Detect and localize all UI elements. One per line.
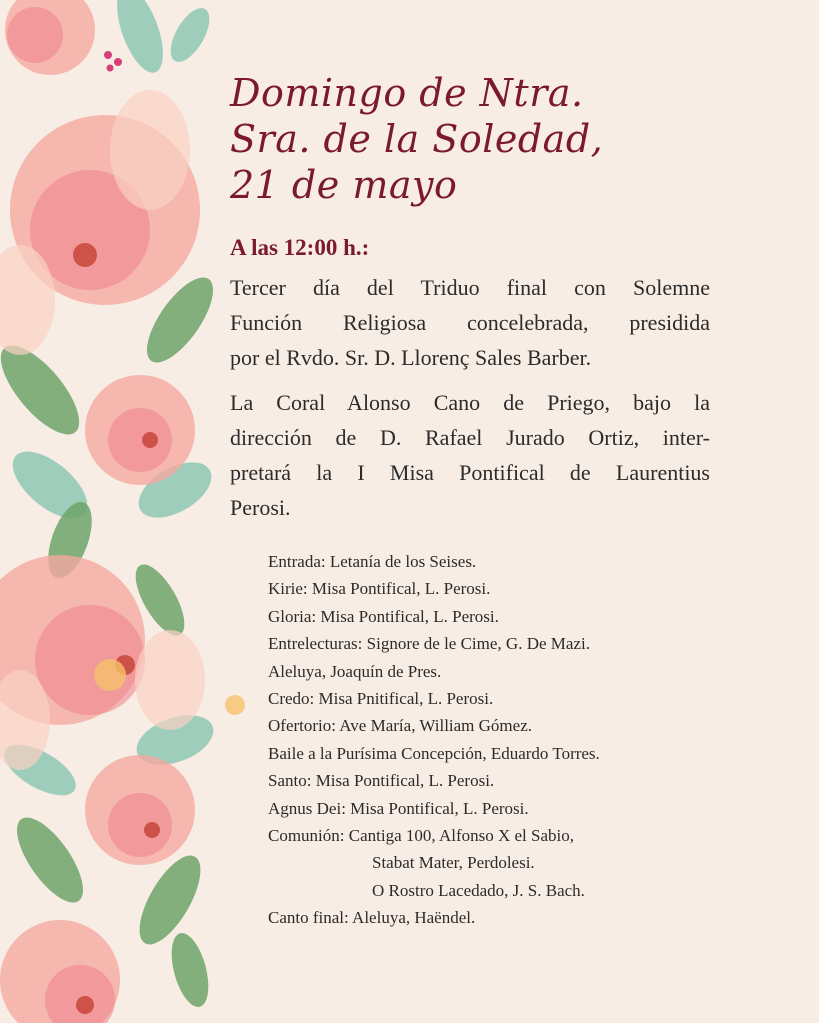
program-item-continuation: O Rostro Lacedado, J. S. Bach.: [372, 880, 585, 900]
paragraph-line: Tercer día del Triduo final con Solemne: [230, 275, 710, 300]
program-item: Agnus Dei: Misa Pontifical, L. Perosi.: [268, 798, 529, 818]
program-item: Baile a la Purísima Concepción, Eduardo Torres.: [268, 743, 600, 763]
program-item: Ofertorio: Ave María, William Gómez.: [268, 716, 532, 736]
program-item-continuation: Stabat Mater, Perdolesi.: [372, 853, 535, 873]
paragraph-line: por el Rvdo. Sr. D. Llorenç Sales Barber.: [230, 345, 592, 370]
music-program-list: [268, 548, 600, 932]
program-item: Entrada: Letanía de los Seises.: [268, 552, 477, 571]
program-item: Comunión: Cantiga 100, Alfonso X el Sabio,: [268, 826, 574, 846]
program-item: Santo: Misa Pontifical, L. Perosi.: [268, 771, 495, 791]
floral-border-illustration: [0, 0, 250, 1023]
program-item: Aleluya, Joaquín de Pres.: [268, 661, 442, 681]
event-title-line: 21 de mayo: [230, 163, 458, 207]
paragraph-line: Perosi.: [230, 495, 291, 520]
program-item: Canto final: Aleluya, Haëndel.: [268, 908, 476, 928]
program-item: Kirie: Misa Pontifical, L. Perosi.: [268, 579, 491, 599]
event-title-line: Domingo de Ntra.: [230, 71, 584, 115]
choir-description: [230, 385, 710, 525]
program-item: Gloria: Misa Pontifical, L. Perosi.: [268, 606, 499, 626]
paragraph-line: La Coral Alonso Cano de Priego, bajo la: [230, 390, 710, 415]
event-title-line: Sra. de la Soledad,: [230, 117, 604, 161]
paragraph-line: dirección de D. Rafael Jurado Ortiz, inter-: [230, 425, 710, 450]
main-text: [230, 70, 710, 525]
program-item: Entrelecturas: Signore de le Cime, G. De Mazi.: [268, 634, 590, 654]
event-title: [230, 70, 710, 208]
program-item: Credo: Misa Pnitifical, L. Perosi.: [268, 689, 494, 709]
paragraph-line: Función Religiosa concelebrada, presidida: [230, 310, 710, 335]
service-description: [230, 270, 710, 375]
time-heading: A las 12:00 h.:: [230, 235, 370, 260]
paragraph-line: pretará la I Misa Pontifical de Laurentius: [230, 460, 710, 485]
